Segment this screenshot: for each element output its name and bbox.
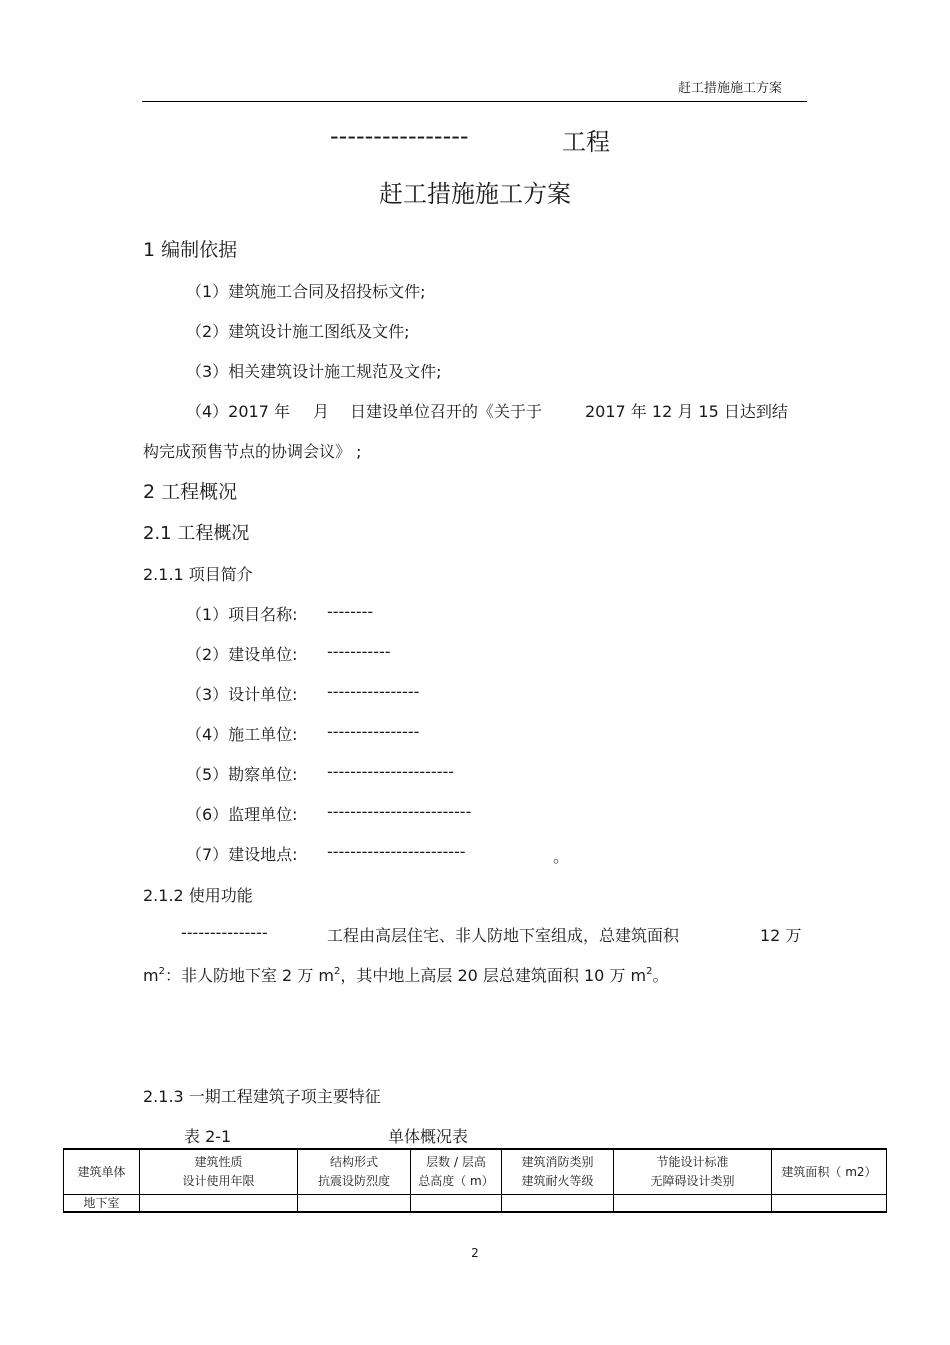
table-header-cell: 节能设计标准 无障碍设计类别	[614, 1149, 772, 1195]
table-header-row	[64, 1149, 887, 1195]
project-info-value-3: ----------------	[327, 682, 420, 701]
basis-item-3: （3）相关建筑设计施工规范及文件;	[186, 362, 442, 381]
basis-item-4-a: （4）2017 年	[186, 402, 290, 421]
project-info-label-6: （6）监理单位:	[186, 805, 298, 824]
basis-item-2: （2）建筑设计施工图纸及文件;	[186, 322, 410, 341]
basis-item-1: （1）建筑施工合同及招投标文件;	[186, 282, 426, 301]
project-info-value-4: ----------------	[327, 722, 420, 741]
title-project-name-placeholder: ----------------	[330, 122, 469, 150]
project-info-label-2: （2）建设单位:	[186, 645, 298, 664]
project-info-label-5: （5）勘察单位:	[186, 765, 298, 784]
header-rule	[142, 101, 807, 102]
table-cell	[298, 1195, 411, 1213]
table-cell	[614, 1195, 772, 1213]
project-info-value-5: ----------------------	[327, 762, 455, 781]
project-info-value-6: -------------------------	[327, 802, 472, 821]
section-2-1-3-heading: 2.1.3 一期工程建筑子项主要特征	[143, 1087, 381, 1106]
section-2-1-1-heading: 2.1.1 项目简介	[143, 565, 253, 584]
project-info-value-7: ------------------------	[327, 842, 466, 861]
page-number: 2	[471, 1246, 479, 1260]
running-header: 赶工措施施工方案	[677, 81, 782, 96]
project-info-value-2: -----------	[327, 642, 391, 661]
section-2-1-2-heading: 2.1.2 使用功能	[143, 886, 253, 905]
project-info-label-3: （3）设计单位:	[186, 685, 298, 704]
table-cell	[140, 1195, 298, 1213]
project-info-label-4: （4）施工单位:	[186, 725, 298, 744]
function-text-line-1: 工程由高层住宅、非人防地下室组成，总建筑面积	[327, 926, 680, 945]
function-total-area: 12 万	[760, 926, 802, 945]
table-cell	[502, 1195, 614, 1213]
table-header-cell: 建筑面积（ m2）	[772, 1149, 887, 1195]
section-2-heading: 2 工程概况	[143, 481, 238, 503]
table-row	[64, 1195, 887, 1213]
basis-item-4-continued: 构完成预售节点的协调会议》 ;	[143, 442, 362, 461]
basis-item-4-b: 月	[313, 402, 330, 421]
building-summary-table	[63, 1148, 887, 1213]
project-info-label-1: （1）项目名称:	[186, 605, 298, 624]
table-header-cell: 结构形式 抗震设防烈度	[298, 1149, 411, 1195]
table-number: 表 2-1	[184, 1127, 232, 1146]
project-info-value-1: --------	[327, 602, 374, 621]
table-header-cell: 建筑消防类别 建筑耐火等级	[502, 1149, 614, 1195]
project-info-7-end: 。	[553, 847, 570, 866]
table-header-cell: 建筑性质 设计使用年限	[140, 1149, 298, 1195]
table-cell	[411, 1195, 502, 1213]
function-project-placeholder: ---------------	[181, 923, 268, 942]
basis-item-4-d: 2017 年 12 月 15 日达到结	[585, 402, 788, 421]
section-2-1-heading: 2.1 工程概况	[143, 523, 250, 544]
basis-item-4-c: 日建设单位召开的《关于于	[350, 402, 543, 421]
function-text-line-2: $m^2$：非人防地下室 2 万 $m^2$，其中地上高层 20 层总建筑面积 10 万 $m^2$。	[143, 966, 669, 985]
document-title: 赶工措施施工方案	[379, 180, 571, 208]
table-title: 单体概况表	[388, 1127, 469, 1146]
table-cell	[772, 1195, 887, 1213]
section-1-heading: 1 编制依据	[143, 239, 238, 261]
project-info-label-7: （7）建设地点:	[186, 845, 298, 864]
table-header-cell: 建筑单体	[64, 1149, 140, 1195]
title-word: 工程	[562, 128, 610, 156]
table-cell: 地下室	[64, 1195, 140, 1213]
table-header-cell: 层数 / 层高 总高度（ m）	[411, 1149, 502, 1195]
